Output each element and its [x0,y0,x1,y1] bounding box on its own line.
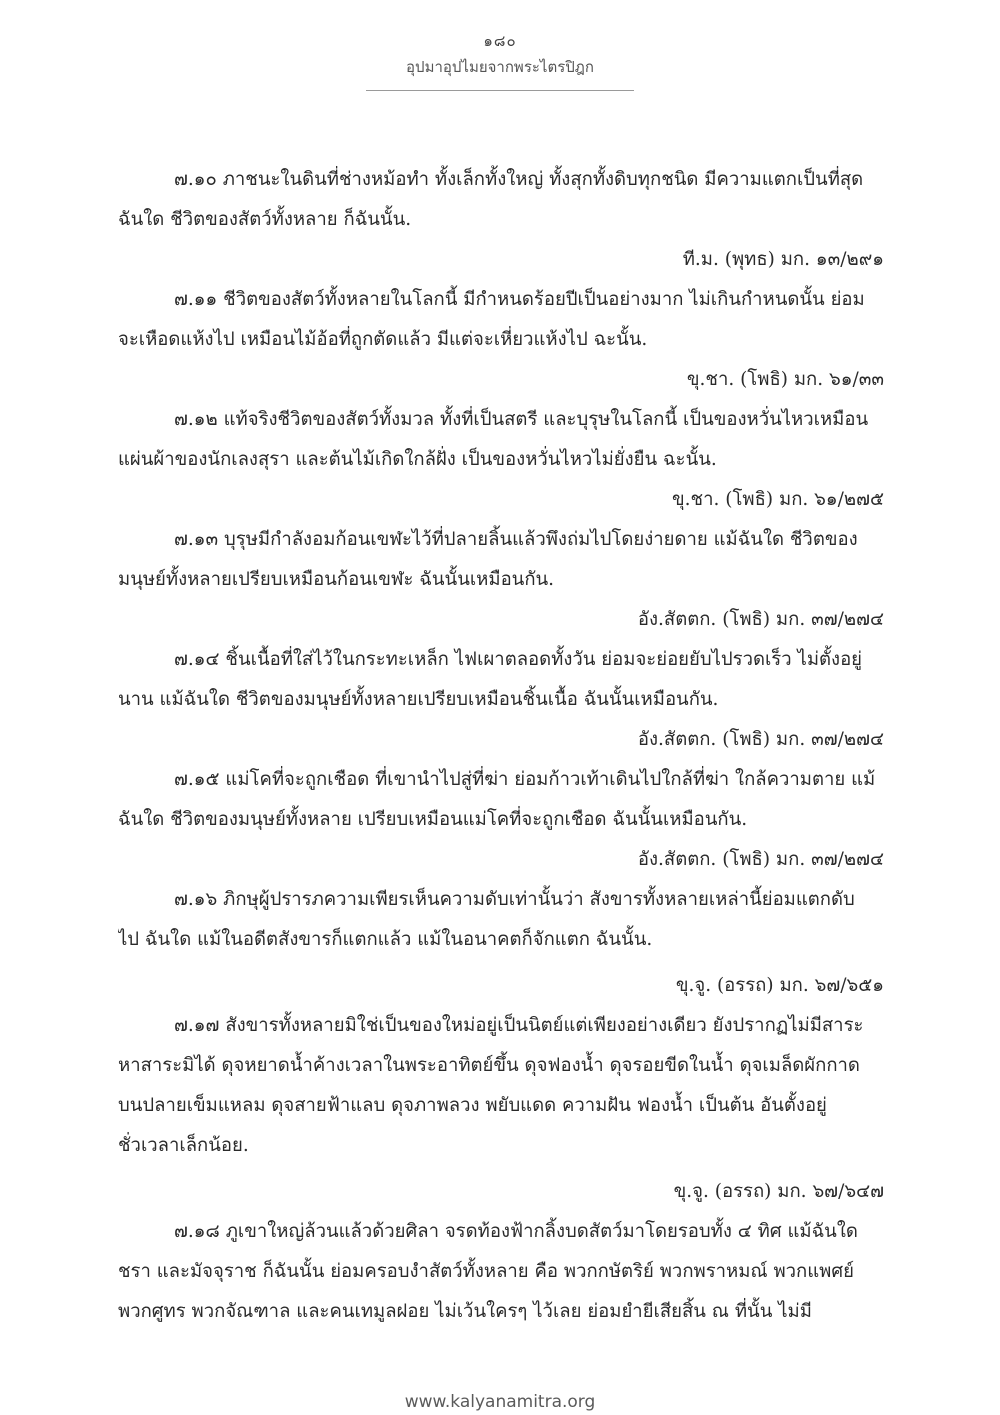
page-number: ๑๘๐ [483,32,517,50]
book-title: อุปมาอุปไมยจากพระไตรปิฎก [406,58,594,76]
reference-7-17: ขุ.จู. (อรรถ) มก. ๖๗/๖๔๗ [673,1181,884,1202]
reference-7-13: อัง.สัตตก. (โพธิ) มก. ๓๗/๒๗๔ [637,609,884,630]
reference-7-11: ขุ.ชา. (โพธิ) มก. ๖๑/๓๓ [686,369,884,390]
reference-7-12: ขุ.ชา. (โพธิ) มก. ๖๑/๒๗๕ [672,489,884,510]
verse-line: ฉันใด ชีวิตของสัตว์ทั้งหลาย ก็ฉันนั้น. [118,209,412,230]
verse-7-14 [118,640,884,720]
verse-7-13 [118,520,884,600]
verse-line: จะเหือดแห้งไป เหมือนไม้อ้อที่ถูกตัดแล้ว มีแต่จะเหี่ยวแห้งไป ฉะนั้น. [118,329,648,350]
verse-7-18 [118,1212,884,1332]
verse-line: ๗.๑๖ ภิกษุผู้ปรารภความเพียรเห็นความดับเท่านั้นว่า สังขารทั้งหลายเหล่านี้ย่อมแตกดับ [174,889,855,910]
footer-website: www.kalyanamitra.org [404,1392,596,1412]
page-body [118,160,884,1332]
verse-line: ๗.๑๓ บุรุษมีกำลังอมก้อนเขฬะไว้ที่ปลายลิ้นแล้วพึงถ่มไปโดยง่ายดาย แม้ฉันใด ชีวิตของ [174,529,858,550]
verse-7-16 [118,880,884,960]
reference-7-10: ที.ม. (พุทธ) มก. ๑๓/๒๙๑ [682,249,884,270]
verse-line: ๗.๑๑ ชีวิตของสัตว์ทั้งหลายในโลกนี้ มีกำหนดร้อยปีเป็นอย่างมาก ไม่เกินกำหนดนั้น ย่อม [174,289,865,310]
verse-line: ๗.๑๘ ภูเขาใหญ่ล้วนแล้วด้วยศิลา จรดท้องฟ้ากลิ้งบดสัตว์มาโดยรอบทั้ง ๔ ทิศ แม้ฉันใด [174,1221,858,1242]
verse-line: นาน แม้ฉันใด ชีวิตของมนุษย์ทั้งหลายเปรียบเหมือนชิ้นเนื้อ ฉันนั้นเหมือนกัน. [118,689,719,710]
verse-7-10 [118,160,884,240]
verse-line: ชรา และมัจจุราช ก็ฉันนั้น ย่อมครอบงำสัตว์ทั้งหลาย คือ พวกกษัตริย์ พวกพราหมณ์ พวกแพศย์ [118,1261,854,1282]
verse-line: ๗.๑๐ ภาชนะในดินที่ช่างหม้อทำ ทั้งเล็กทั้งใหญ่ ทั้งสุกทั้งดิบทุกชนิด มีความแตกเป็นที่สุด [174,169,864,190]
header-divider [366,90,634,91]
verse-line: ๗.๑๒ แท้จริงชีวิตของสัตว์ทั้งมวล ทั้งที่เป็นสตรี และบุรุษในโลกนี้ เป็นของหวั่นไหวเหมือน [174,409,869,430]
verse-line: ๗.๑๕ แม่โคที่จะถูกเชือด ที่เขานำไปสู่ที่ฆ่า ย่อมก้าวเท้าเดินไปใกล้ที่ฆ่า ใกล้ความตาย แม้ [174,769,876,790]
verse-7-11 [118,280,884,360]
verse-7-15 [118,760,884,840]
reference-7-14: อัง.สัตตก. (โพธิ) มก. ๓๗/๒๗๔ [637,729,884,750]
verse-line: ชั่วเวลาเล็กน้อย. [118,1135,249,1156]
page-header [0,30,1000,91]
reference-7-15: อัง.สัตตก. (โพธิ) มก. ๓๗/๒๗๔ [637,849,884,870]
verse-line: หาสาระมิได้ ดุจหยาดน้ำค้างเวลาในพระอาทิตย์ขึ้น ดุจฟองน้ำ ดุจรอยขีดในน้ำ ดุจเมล็ดผักกาด [118,1055,860,1076]
verse-line: พวกศูทร พวกจัณฑาล และคนเทมูลฝอย ไม่เว้นใครๆ ไว้เลย ย่อมยำยีเสียสิ้น ณ ที่นั้น ไม่มี [118,1301,812,1322]
verse-7-17 [118,1006,884,1166]
verse-7-12 [118,400,884,480]
verse-line: ไป ฉันใด แม้ในอดีตสังขารก็แตกแล้ว แม้ในอนาคตก็จักแตก ฉันนั้น. [118,929,653,950]
reference-7-16: ขุ.จู. (อรรถ) มก. ๖๗/๖๕๑ [675,975,884,996]
verse-line: มนุษย์ทั้งหลายเปรียบเหมือนก้อนเขฬะ ฉันนั้นเหมือนกัน. [118,569,555,590]
verse-line: ฉันใด ชีวิตของมนุษย์ทั้งหลาย เปรียบเหมือนแม่โคที่จะถูกเชือด ฉันนั้นเหมือนกัน. [118,809,748,830]
verse-line: บนปลายเข็มแหลม ดุจสายฟ้าแลบ ดุจภาพลวง พยับแดด ความฝัน ฟองน้ำ เป็นต้น อันตั้งอยู่ [118,1095,827,1116]
verse-line: ๗.๑๔ ชิ้นเนื้อที่ใส่ไว้ในกระทะเหล็ก ไฟเผาตลอดทั้งวัน ย่อมจะย่อยยับไปรวดเร็ว ไม่ตั้งอยู่ [174,649,863,670]
verse-line: แผ่นผ้าของนักเลงสุรา และต้นไม้เกิดใกล้ฝั่ง เป็นของหวั่นไหวไม่ยั่งยืน ฉะนั้น. [118,449,717,470]
verse-line: ๗.๑๗ สังขารทั้งหลายมิใช่เป็นของใหม่อยู่เป็นนิตย์แต่เพียงอย่างเดียว ยังปรากฏไม่มีสาระ [174,1015,864,1036]
